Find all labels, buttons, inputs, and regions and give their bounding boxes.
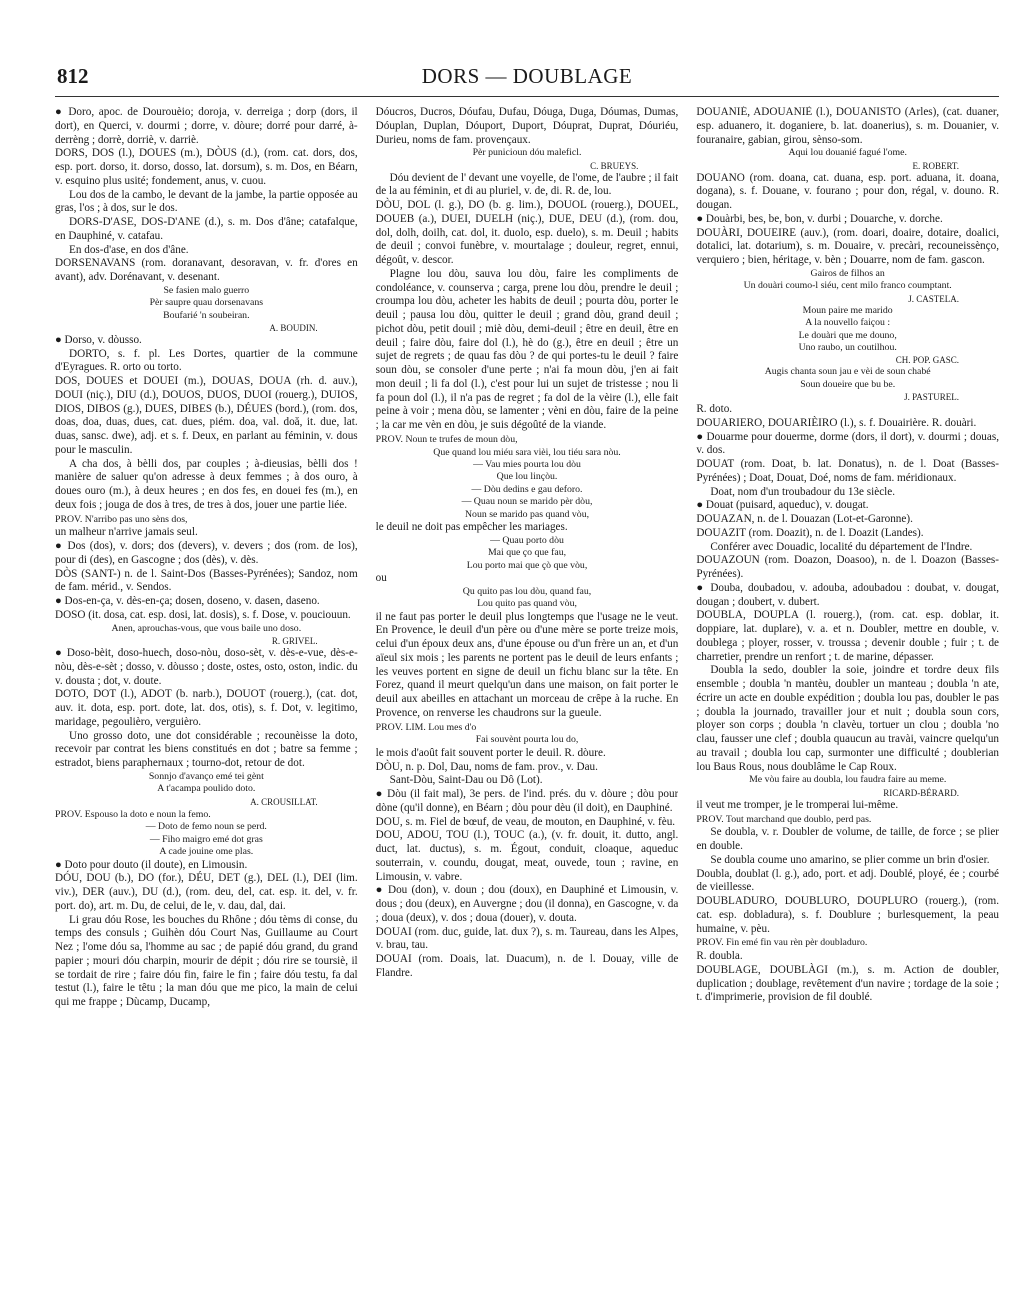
- entry-paragraph: Sant-Dòu, Saint-Dau ou Dô (Lot).: [389, 774, 543, 787]
- column-left: [55, 106, 358, 1282]
- entry-paragraph: Doubla, doublat (l. g.), ado, port. et adj. Doublé, ployé, ée ; courbé de vieillesse.: [696, 867, 1000, 894]
- entry-paragraph: DÒS (SANT-) n. de l. Saint-Dos (Basses-Pyrénées); Sandoz, nom de fam. mérid., v. Sendos.: [55, 567, 358, 594]
- entry-paragraph: DOU, ADOU, TOU (l.), TOUC (a.), (v. fr. douit, it. dutto, angl. duct, lat. ductus), s. m. Égout, conduit, cloaque, aqueduc souterrain, v. coundu, dougat, meat, ouvede, toun ; ravine, en Limousin, v. vabre.: [375, 829, 679, 883]
- entry-paragraph: le deuil ne doit pas empêcher les mariages.: [375, 521, 568, 534]
- quotation-line: Que quand lou miéu sara vièi, lou tiéu sara nòu.: [433, 446, 621, 458]
- proverb-line: PROV. LIM. Lou mes d'o: [375, 721, 477, 733]
- column-middle: [376, 106, 679, 1282]
- entry-paragraph: il veut me tromper, je le tromperai lui-même.: [696, 798, 899, 811]
- entry-paragraph: DORSENAVANS (rom. doranavant, desoravan, v. fr. d'ores en avant), adv. Dorénavant, v. desenant.: [55, 257, 358, 283]
- quotation-attribution: J. CASTELA.: [908, 293, 960, 304]
- quotation-attribution: RICARD-BÉRARD.: [883, 787, 960, 798]
- entry-paragraph: ● Dorso, v. dòusso.: [55, 333, 142, 346]
- entry-paragraph: ● Douba, doubadou, v. adouba, adoubadou : doubat, v. dougat, dougan ; doubert, v. dubert.: [696, 581, 1000, 608]
- entry-paragraph: DÒU, n. p. Dol, Dau, noms de fam. prov., v. Dau.: [375, 760, 598, 773]
- entry-paragraph: Conférer avec Douadic, localité du département de l'Indre.: [710, 540, 973, 553]
- quotation-line: — Quau noun se marido pèr dòu,: [461, 496, 593, 508]
- running-title: DORS — DOUBLAGE: [421, 64, 633, 88]
- proverb-line: PROV. N'arribo pas uno sèns dos,: [55, 513, 188, 525]
- quotation-line: Que lou linçòu.: [496, 471, 558, 483]
- entry-paragraph: il ne faut pas porter le deuil plus longtemps que l'usage ne le veut. En Provence, le deuil d'un père ou d'une mère se porte treize mois, celui d'un époux deux ans, d'une épouse ou d'un frère un an, et d'un aïeul six mois ; les parents ne portent pas le deuil de leurs enfants ; les veuves portent en signe de deuil un fichu blanc sur la tête. En Forez, quand il meurt quelqu'un dans une maison, on fait porter le deuil aux abeilles en attachant un morceau de crêpe à la ruche. En Provence, on renverse les chaudrons sur la gueule.: [375, 610, 679, 719]
- entry-paragraph: ● Doro, apoc. de Dourouèio; doroja, v. derreiga ; dorp (dors, il dort), en Querci, v. dourmi ; dorre, v. dòure; dorré pour darré, à-derrèng ; dorrè, dorriè, v. darriè.: [55, 106, 358, 146]
- entry-paragraph: DORTO, s. f. pl. Les Dortes, quartier de la commune d'Eyragues. R. orto ou torto.: [55, 347, 358, 374]
- quotation-line: Pèr punicioun dóu maleficl.: [472, 147, 582, 159]
- entry-paragraph: Doat, nom d'un troubadour du 13e siècle.: [710, 485, 896, 498]
- entry-paragraph: ● Dou (don), v. doun ; dou (doux), en Dauphiné et Limousin, v. dous ; dou (deux), en Auvergne ; dou (il donna), en Gascogne, v. da ; doua (deux), v. dos ; doua (douer), v. douta.: [375, 884, 679, 924]
- quotation-line: Lou porto mai que çò que vòu,: [466, 559, 588, 571]
- entry-paragraph: DOUARIERO, DOUARIÈIRO (l.), s. f. Douairière. R. douàri.: [696, 416, 977, 429]
- proverb-line: PROV. Espouso la doto e noun la femo.: [55, 808, 211, 820]
- quotation-line: Fai souvènt pourta lou do,: [475, 734, 579, 746]
- entry-paragraph: Se doubla coume uno amarino, se plier comme un brin d'osier.: [710, 853, 990, 866]
- quotation-line: Qu quito pas lou dòu, quand fau,: [462, 585, 592, 597]
- quotation-line: Mai que ço que fau,: [487, 547, 567, 559]
- entry-paragraph: Dóucros, Ducros, Dóufau, Dufau, Dóuga, Duga, Dóumas, Dumas, Dóuplan, Duplan, Dóuport, Duport, Dóuprat, Duprat, Dóuriéu, Durieu, noms de fam. provençaux.: [375, 106, 679, 146]
- quotation-line: A cade jouine ome plas.: [159, 846, 254, 858]
- entry-paragraph: ● Doso-bèit, doso-huech, doso-nòu, doso-sèt, v. dès-e-vue, dès-e-nòu, dès-e-sèt ; dosso, v. dòusso ; doste, ostes, osto, oston, indic. du v. dousta ; dot, v. doute.: [55, 647, 358, 687]
- proverb-line: PROV. Noun te trufes de moun dòu,: [375, 433, 518, 445]
- entry-paragraph: ● Douàrbi, bes, be, bon, v. durbi ; Douarche, v. dorche.: [696, 212, 943, 225]
- quotation-line: Moun paire me marido: [802, 304, 893, 316]
- entry-paragraph: DOUAZIT (rom. Doazit), n. de l. Doazit (Landes).: [696, 526, 924, 539]
- quotation-line: Boufarié 'n soubeiran.: [163, 309, 250, 321]
- entry-paragraph: DOUÀRI, DOUEIRE (auv.), (rom. doari, doaire, dotaire, doalici, dotalici, lat. dotarium), s. m. Douaire, v. precàri, recouneissènço, verquiero ; bien, héritage, v. bèn ; Douarre, nom de fam. gascon.: [696, 226, 1000, 267]
- entry-paragraph: DOS, DOUES et DOUEI (m.), DOUAS, DOUA (rh. d. auv.), DOUI (niç.), DIU (d.), DOUOS, DUOS, DUOI (rouerg.), DUIOS, DIOS, DIBOS (g.), DUES, DIBES (b.), DÉUES (bord.), (rom. dos, doas, doa, duas, dues, cat. dues, piém. doa, val. doă, it. due, lat. duas, sansc. dwe), adj. et s. f. Deux, en parlant au féminin, v. dous pour le masculin.: [55, 375, 358, 456]
- entry-paragraph: Se doubla, v. r. Doubler de volume, de taille, de force ; se plier en double.: [696, 826, 1000, 853]
- page-header: [55, 62, 999, 97]
- quotation-line: Noun se marido pas quand vòu,: [464, 508, 590, 520]
- entry-paragraph: A cha dos, à bèlli dos, par couples ; à-dieusias, bèlli dos ! manière de saluer qu'on adresse à deux femmes ; à dos ouro, à doues ouro (m.), à deux heures ; en dos fes, en douei fes (m.), en deux fois ; jouga de dos à tres, de tres à dos, jouer une partie liée.: [55, 457, 358, 511]
- quotation-line: Lou quito pas quand vòu,: [477, 598, 577, 610]
- quotation-line: Aqui lou douanié fagué l'ome.: [788, 147, 907, 159]
- entry-paragraph: Plagne lou dòu, sauva lou dòu, faire les compliments de condoléance, v. counserva ; carga, prene lou dòu, prendre le deuil ; croumpa lou dòu, acheter les habits de deuil ; pourta dòu, porter le deuil ; pausa lou dòu, quitter le deuil ; grand dòu, grand deuil ; pichot dòu, petit douil ; miè dòu, demi-deuil ; être en deuil, être en deuil ; faire dòu, faire dol (l.), hè do (g.), être en deuil ; être un sujet de regrets ; de quau fas dòu ? de qui portes-tu le deuil ? faire soun dòu, se consoler d'une perte ; n'ai fa moun dòu, j'en ai fait mon deuil ; li fa dol (l.), c'est pour lui un sujet de tristesse ; nou li fa poun dol (l.), il n'a pas de regret ; fa dol de la vèire (l.), elle fait peine à voir ; mena dòu, se lamenter ; vèni en dòu, faire de la peine ; la car me vèn en dòu, je suis dégoûté de la viande.: [375, 267, 679, 432]
- entry-paragraph: ● Douat (puisard, aqueduc), v. dougat.: [696, 499, 869, 512]
- quotation-attribution: A. BOUDIN.: [269, 322, 318, 333]
- entry-paragraph: ou: [375, 572, 387, 585]
- quotation-line: — Quau porto dòu: [490, 534, 564, 546]
- entry-paragraph: DOUAT (rom. Doat, b. lat. Donatus), n. de l. Doat (Basses-Pyrénées) ; Doat, Douat, Doé, noms de fam. méridionaux.: [696, 458, 1000, 484]
- quotation-line: — Fiho maigro emé dot gras: [149, 833, 263, 845]
- quotation-line: Un douàri coumo-l siéu, cent milo franco coumptant.: [743, 280, 952, 292]
- quotation-attribution: J. PASTUREL.: [904, 392, 960, 403]
- entry-paragraph: DOUANIÉ, ADOUANIÈ (l.), DOUANISTO (Arles), (cat. duaner, esp. aduanero, it. doganiere, b. lat. doanerius), s. m. Douanier, v. fouranaire, gabian, girou, sènso-som.: [696, 106, 1000, 146]
- quotation-attribution: A. CROUSILLAT.: [250, 796, 318, 807]
- proverb-line: PROV. Fin emé fin vau rèn pèr doubladuro.: [696, 937, 868, 949]
- entry-paragraph: ● Dos-en-ça, v. dès-en-ça; dosen, doseno, v. dasen, daseno.: [55, 595, 320, 608]
- entry-paragraph: DOUBLA, DOUPLA (l. rouerg.), (rom. cat. esp. doblar, it. doppiare, lat. duplare), v. a. et n. Doubler, mettre en double, v. doublega ; ployer, rosser, v. troussa ; devenir double ; fuir ; t. de charretier, prendre un renfort ; t. de marine, dépasser.: [696, 609, 1000, 663]
- quotation-line: — Vau mies pourta lou dòu: [473, 459, 581, 471]
- entry-paragraph: DOU, s. m. Fiel de bœuf, de veau, de mouton, en Dauphiné, v. fèu.: [375, 815, 676, 828]
- column-right: [696, 106, 999, 1282]
- quotation-line: Anen, aprouchas-vous, que vous baile uno doso.: [111, 622, 302, 634]
- quotation-line: Uno raubo, un coutilhou.: [798, 341, 897, 353]
- entry-paragraph: DÓU, DOU (b.), DO (for.), DÉU, DET (g.), DEL (l.), DEI (lim. viv.), DER (auv.), DU (d.), (rom. deu, del, cat. esp. it. del, v. fr. port. do), art. m. Du, de celui, de le, v. dau, dal, dai.: [55, 872, 358, 912]
- entry-paragraph: ● Dos (dos), v. dors; dos (devers), v. devers ; dos (rom. de los), pour di (des), en Gascogne ; dos (dès), v. dès.: [55, 540, 358, 566]
- entry-paragraph: ● Douarme pour douerme, dorme (dors, il dort), v. dourmi ; douas, v. dos.: [696, 430, 1000, 457]
- quotation-attribution: C. BRUEYS.: [590, 160, 639, 171]
- entry-paragraph: DORS-D'ASE, DOS-D'ANE (d.), s. m. Dos d'âne; catafalque, en Dauphiné, v. catafau.: [55, 216, 358, 242]
- proverb-line: PROV. Tout marchand que doublo, perd pas.: [696, 813, 872, 825]
- quotation-line: — Doto de femo noun se perd.: [145, 821, 267, 833]
- quotation-line: Soun doueire que bu be.: [800, 378, 896, 390]
- quotation-attribution: CH. POP. GASC.: [895, 355, 960, 366]
- quotation-line: Le douàri que me douno,: [798, 329, 897, 341]
- quotation-line: Gairos de filhos an: [810, 267, 885, 279]
- quotation-line: Pèr saupre quau dorsenavans: [149, 297, 264, 309]
- dictionary-page: [55, 62, 999, 1282]
- text-columns: [55, 106, 999, 1282]
- entry-paragraph: DOUAI (rom. Doais, lat. Duacum), n. de l. Douay, ville de Flandre.: [375, 953, 679, 979]
- entry-paragraph: Doubla la sedo, doubler la soie, joindre et tordre deux fils ensemble ; doubla 'n mantèu, doubler un manteau ; doubla 'n ate, écrire un acte en double expédition ; doubla lou pas, doubler le pas ; doubla la journado, travailler jour et nuit ; doubla soun cors, ployer son corps ; doubla 'n clavèu, tortuer un clou ; doubla 'no clau, fausser une clef ; doubla quaucun au travài, vaincre quelqu'un au travail ; doubla lou cap, surmonter une difficulté ; doublerian lou Baus Rous, nous doublâme le Cap Roux.: [696, 664, 1000, 773]
- entry-paragraph: En dos-d'ase, en dos d'âne.: [69, 243, 189, 256]
- quotation-line: Sonnjo d'avanço emé tei gènt: [148, 770, 264, 782]
- entry-paragraph: DORS, DOS (l.), DOUES (m.), DÒUS (d.), (rom. cat. dors, dos, esp. port. dorso, it. dorso, dosso, lat. dorsum), s. m. Dos, en Béarn, v. esquino plus usité; fondement, anus, v. cuou.: [55, 147, 358, 187]
- entry-paragraph: DOUAZAN, n. de l. Douazan (Lot-et-Garonne).: [696, 513, 913, 526]
- quotation-line: A la nouvello faiçou :: [805, 317, 891, 329]
- entry-paragraph: Dóu devient de l' devant une voyelle, de l'ome, de l'aubre ; il fait de la au féminin, et di au pluriel, v. de, di. R. de, lou.: [375, 171, 679, 198]
- entry-paragraph: ● Dòu (il fait mal), 3e pers. de l'ind. prés. du v. dòure ; dòu pour dòne (qu'il donne), en Béarn ; dòu pour dèu (il doit), en Dauphiné.: [375, 788, 679, 814]
- entry-paragraph: DÒU, DOL (l. g.), DO (b. g. lim.), DOUOL (rouerg.), DOUEL, DOUEB (a.), DUEI, DUELH (niç.), DUE, DEU (d.), (rom. dou, dol, dolh, doilh, cat. dol, it. duolo, esp. duelo), s. m. Deuil ; habits de deuil ; convoi funèbre, v. mourtalage ; douleur, regret, ennui, dégoût, v. descor.: [375, 199, 679, 267]
- entry-paragraph: Li grau dóu Rose, les bouches du Rhône ; dóu tèms di conse, du temps des consuls ; Guihèn dóu Court Nas, Guillaume au Court Nez ; l'ome dóu sa, l'homme au sac ; de papié dóu grand, du grand papier ; mouri dóu charpin, mourir de dépit ; dóu rire se toursiè, il se tordait de rire ; faire dóu fin, faire le fin ; faire dóu testu, fa dal testut (l.), faire le têtu ; la man dóu que me pico, la main de celui qui me frappe ; Dùcamp, Ducamp,: [55, 913, 358, 1009]
- quotation-line: Se fasien malo guerro: [163, 284, 250, 296]
- entry-paragraph: Lou dos de la cambo, le devant de la jambe, la partie opposée au gras, l'os ; à dos, sur le dos.: [55, 188, 358, 215]
- page-number: 812: [57, 64, 89, 88]
- entry-paragraph: DOTO, DOT (l.), ADOT (b. narb.), DOUOT (rouerg.), (cat. dot, auv. it. dota, esp. port. dote, lat. dos, otis), s. f. Dot, v. legitimo, maridage, pegoulièro, verguièro.: [55, 688, 358, 728]
- entry-paragraph: un malheur n'arrive jamais seul.: [55, 526, 198, 539]
- quotation-line: Me vòu faire au doubla, lou faudra faire au meme.: [749, 774, 947, 786]
- entry-paragraph: DOSO (it. dosa, cat. esp. dosi, lat. dosis), s. f. Dose, v. pouciouun.: [55, 608, 351, 621]
- entry-paragraph: DOUAZOUN (rom. Doazon, Doasoo), n. de l. Doazon (Basses-Pyrénées).: [696, 554, 1000, 581]
- entry-paragraph: R. doto.: [696, 403, 733, 416]
- entry-paragraph: Uno grosso doto, une dot considérable ; recounèisse la doto, recevoir par contrat les biens constitués en dot ; batre sa femme ; estradot, biens paraphernaux ; tourno-dot, retour de dot.: [55, 729, 358, 770]
- quotation-line: — Dòu dedins e gau deforo.: [471, 483, 583, 495]
- entry-paragraph: ● Doto pour douto (il doute), en Limousin.: [55, 858, 248, 871]
- quotation-line: Augis chanta soun jau e vèi de soun chabé: [764, 366, 931, 378]
- entry-paragraph: DOUAI (rom. duc, guide, lat. dux ?), s. m. Taureau, dans les Alpes, v. brau, tau.: [375, 925, 679, 952]
- quotation-attribution: R. GRIVEL.: [271, 636, 318, 647]
- quotation-attribution: E. ROBERT.: [912, 160, 960, 171]
- entry-paragraph: R. doubla.: [696, 950, 743, 963]
- entry-paragraph: le mois d'août fait souvent porter le deuil. R. dòure.: [375, 746, 606, 759]
- entry-paragraph: DOUANO (rom. doana, cat. duana, esp. port. aduana, it. doana, dogana), s. f. Douane, v. fourano ; pour don, régal, v. douno. R. dougan.: [696, 171, 1000, 212]
- quotation-line: A t'acampa poulido doto.: [157, 783, 256, 795]
- entry-paragraph: DOUBLAGE, DOUBLÀGI (m.), s. m. Action de doubler, duplication ; doublage, revêtement d'un navire ; tordage de la soie ; t. d'imprimerie, provision de fil doublé.: [696, 963, 1000, 1004]
- entry-paragraph: DOUBLADURO, DOUBLURO, DOUPLURO (rouerg.), (rom. cat. esp. dobladura), s. f. Doublure ; burlesquement, la peau humaine, v. pèu.: [696, 895, 1000, 935]
